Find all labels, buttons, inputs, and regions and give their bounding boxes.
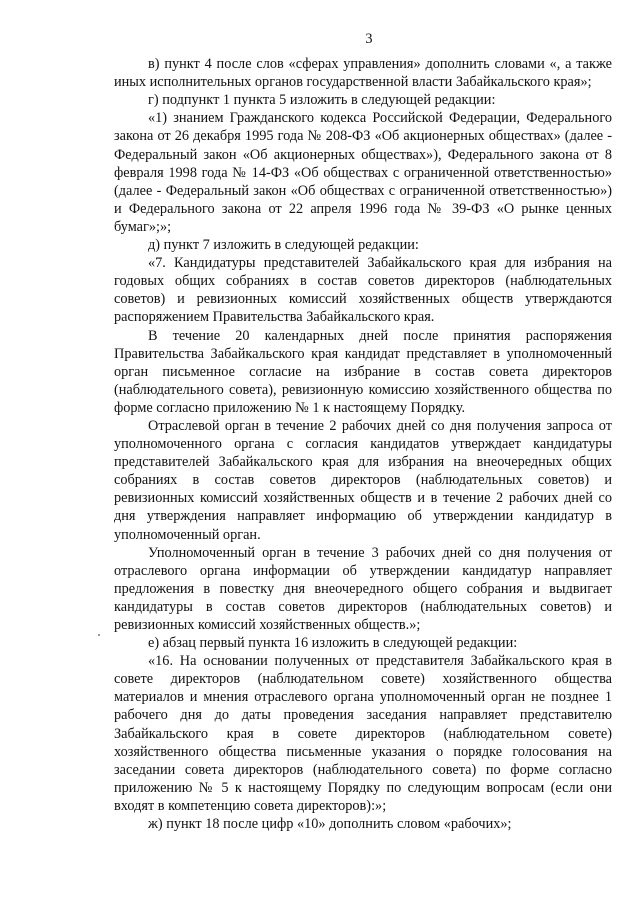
paragraph-item-g: г) подпункт 1 пункта 5 изложить в следующей редакции: [148, 92, 496, 109]
paragraph-item-e: е) абзац первый пункта 16 изложить в следующей редакции: [148, 635, 518, 652]
document-page [114, 30, 612, 833]
paragraph-subitem-1: «1) знанием Гражданского кодекса Российской Федерации, Федерального закона от 26 декабря 1995 года № 208-ФЗ «Об акционерных обществах» (далее - Федеральный закон «Об акционерных обществах»), Федерального закона от 8 февраля 1998 года № 14-ФЗ «Об обществах с ограниченной ответственностью» (далее - Федеральный закон «Об обществах с ограниченной ответственностью») и Федерального закона от 22 апреля 1996 года № 39-ФЗ «О рынке ценных бумаг»;»; [114, 110, 612, 235]
page-number: 3 [365, 31, 373, 47]
paragraph-candidate-consent: В течение 20 календарных дней после принятия распоряжения Правительства Забайкальского края кандидат представляет в уполномоченный орган письменное согласие на избрание в состав совета директоров (наблюдательного совета), ревизионную комиссию хозяйственного общества по форме согласно приложению № 1 к настоящему Порядку. [114, 327, 612, 416]
paragraph-item-d: д) пункт 7 изложить в следующей редакции: [148, 237, 419, 254]
scan-mark [98, 634, 100, 636]
paragraph-item-v: в) пункт 4 после слов «сферах управления» дополнить словами «, а также иных исполнительных органов государственной власти Забайкальского края»; [114, 56, 612, 91]
paragraph-point-16: «16. На основании полученных от представителя Забайкальского края в совете директоров (наблюдательном совете) хозяйственного общества материалов и мнения отраслевого органа уполномоченный орган не позднее 1 рабочего дня до даты проведения заседания направляет представителю Забайкальского края в совете директоров (наблюдательном совете) хозяйственного общества письменные указания о порядке голосования на заседании совета директоров (наблюдательного совета) по форме согласно приложению № 5 к настоящему Порядку по следующим вопросам (если они входят в компетенцию совета директоров):»; [114, 653, 612, 814]
paragraph-point-7: «7. Кандидатуры представителей Забайкальского края для избрания на годовых общих собраниях в состав советов директоров (наблюдательных советов) и ревизионных комиссий хозяйственных обществ утверждаются распоряжением Правительства Забайкальского края. [114, 255, 612, 326]
paragraph-authorized-body: Уполномоченный орган в течение 3 рабочих дней со дня получения от отраслевого органа информации об утверждении кандидатур направляет предложения в повестку дня внеочередного общего собрания и выдвигает кандидатуры в состав советов директоров (наблюдательных советов) и ревизионных комиссий хозяйственных обществ.»; [114, 544, 612, 633]
paragraph-sector-body: Отраслевой орган в течение 2 рабочих дней со дня получения запроса от уполномоченного органа с согласия кандидатов утверждает кандидатуры представителей Забайкальского края для избрания на внеочередных общих собраниях в состав советов директоров (наблюдательных советов) и ревизионных комиссий хозяйственных обществ и в течение 2 рабочих дней со дня утверждения направляет информацию об утверждении кандидатур в уполномоченный орган. [114, 417, 612, 543]
paragraph-item-zh: ж) пункт 18 после цифр «10» дополнить словом «рабочих»; [148, 816, 512, 833]
